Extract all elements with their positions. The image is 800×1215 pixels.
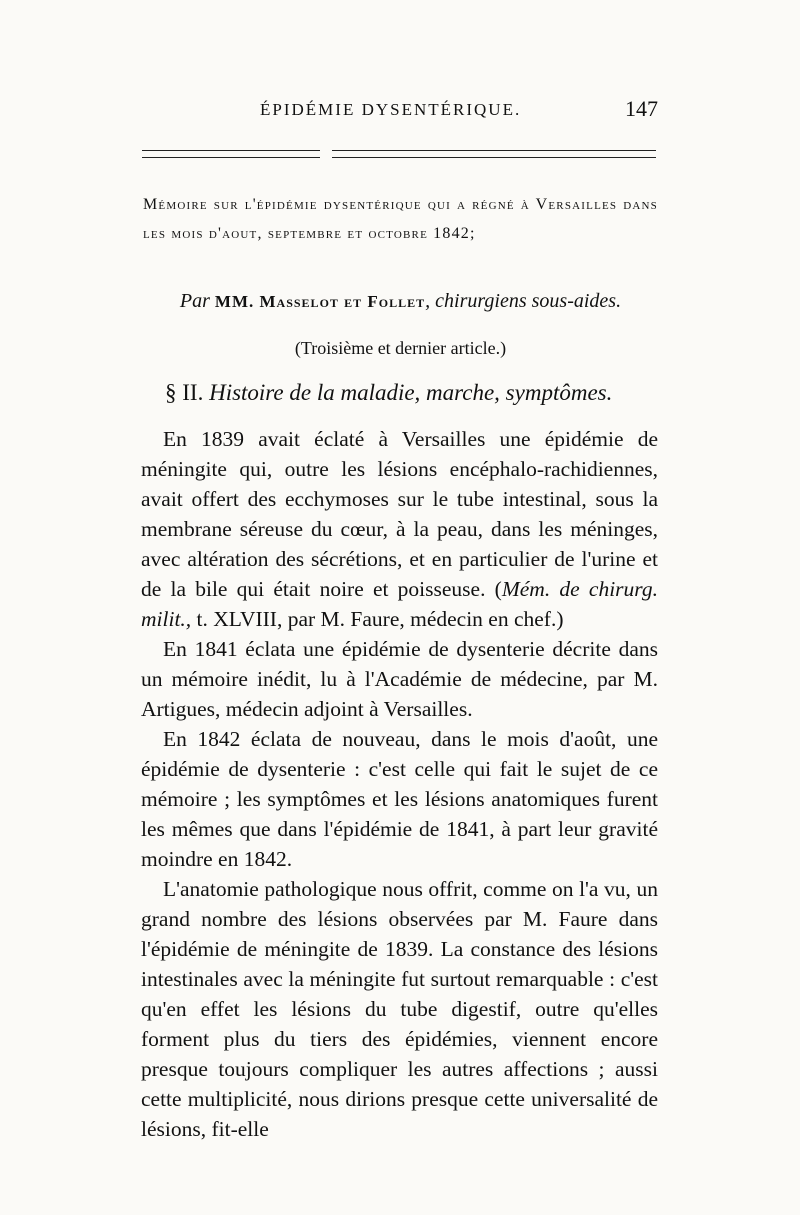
running-title: ÉPIDÉMIE DYSENTÉRIQUE. <box>260 100 522 119</box>
byline <box>143 290 658 313</box>
paragraph-1-text: En 1839 avait éclaté à Versailles une épidémie de méningite qui, outre les lésions encéphalo-rachidiennes, avait offert des ecchymoses sur le tube intestinal, sous la membrane séreuse du cœur, à la peau, dans les méninges, avec altération des sécrétions, et en particulier de l'urine et de la bile qui était noire et poisseuse. ( <box>141 427 658 601</box>
section-number: § II. <box>165 380 204 405</box>
section-heading <box>165 380 655 406</box>
body-text <box>141 424 658 1144</box>
article-note: (Troisième et dernier article.) <box>294 338 507 358</box>
section-title: Histoire de la maladie, marche, symptômes. <box>209 380 613 405</box>
paragraph-3: En 1842 éclata de nouveau, dans le mois d'août, une épidémie de dysenterie : c'est celle qui fait le sujet de ce mémoire ; les symptômes et les lésions anatomiques furent les mêmes que dans l'épidémie de 1841, à part leur gravité moindre en 1842. <box>141 727 658 871</box>
header-rule <box>142 150 656 158</box>
article-title: Mémoire sur l'épidémie dysentérique qui a régné à Versailles dans les mois d'aout, septembre et octobre 1842; <box>143 196 658 242</box>
paragraph-1 <box>141 424 658 634</box>
paragraph-1-tail: t. XLVIII, par M. Faure, médecin en chef.) <box>191 607 564 631</box>
byline-authors: MM. Masselot et Follet <box>214 292 426 311</box>
paragraph-1-citation: Mém. de chirurg. milit., <box>141 577 658 631</box>
paragraph-2: En 1841 éclata une épidémie de dysenterie décrite dans un mémoire inédit, lu à l'Académie de médecine, par M. Artigues, médecin adjoint à Versailles. <box>141 637 658 721</box>
paragraph-4: L'anatomie pathologique nous offrit, comme on l'a vu, un grand nombre des lésions observées par M. Faure dans l'épidémie de méningite de 1839. La constance des lésions intestinales avec la méningite fut surtout remarquable : c'est qu'en effet les lésions du tube digestif, outre qu'elles forment plus du tiers des épidémies, viennent encore presque toujours compliquer les autres affections ; aussi cette multiplicité, nous dirions presque cette universalité de lésions, fit-elle <box>141 877 658 1141</box>
header-rule-gap <box>320 148 332 160</box>
running-head <box>140 96 660 126</box>
page-number: 147 <box>625 96 658 121</box>
byline-prefix: Par <box>179 290 210 312</box>
byline-role: , chirurgiens sous-aides. <box>425 290 622 312</box>
